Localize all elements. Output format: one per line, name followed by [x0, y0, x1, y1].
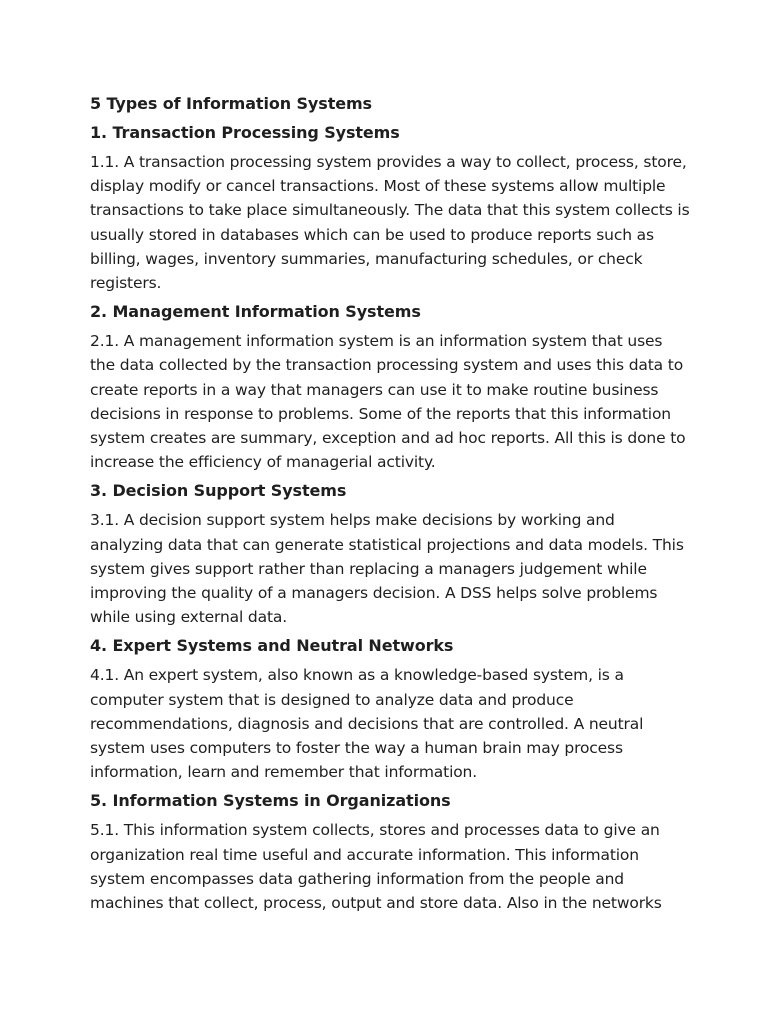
- section-body: 5.1. This information system collects, stores and processes data to give an organization real time useful and accurate information. This information system encompasses data gathering information from the people and machines that collect, process, output and store data. Also in the networks: [90, 821, 662, 913]
- section-body: 2.1. A management information system is an information system that uses the data collected by the transaction processing system and uses this data to create reports in a way that managers can use it to make routine business decisions in response to problems. Some of the reports that this information system creates are summary, exception and ad hoc reports. All this is done to increase the efficiency of managerial activity.: [90, 332, 686, 472]
- section-heading: 2. Management Information Systems: [90, 302, 421, 322]
- section-heading: 3. Decision Support Systems: [90, 481, 347, 501]
- section-heading: 1. Transaction Processing Systems: [90, 123, 400, 142]
- section-body: 1.1. A transaction processing system provides a way to collect, process, store, display modify or cancel transactions. Most of these systems allow multiple transactions to take place simultaneously. The data that this system collects is usually stored in databases which can be used to produce reports such as billing, wages, inventory summaries, manufacturing schedules, or check registers.: [90, 153, 690, 293]
- section-heading: 5. Information Systems in Organizations: [90, 791, 451, 811]
- section-information-systems-organizations: [90, 789, 690, 915]
- document-page: [90, 92, 690, 920]
- section-management-information: [90, 300, 690, 474]
- section-decision-support: [90, 479, 690, 629]
- document-title: 5 Types of Information Systems: [90, 94, 372, 113]
- section-body: 3.1. A decision support system helps make decisions by working and analyzing data that can generate statistical projections and data models. This system gives support rather than replacing a managers judgement while improving the quality of a managers decision. A DSS helps solve problems while using external data.: [90, 511, 684, 627]
- section-body: 4.1. An expert system, also known as a knowledge-based system, is a computer system that is designed to analyze data and produce recommendations, diagnosis and decisions that are controlled. A neutral system uses computers to foster the way a human brain may process information, learn and remember that information.: [90, 666, 644, 782]
- section-expert-systems: [90, 634, 690, 784]
- section-transaction-processing: [90, 121, 690, 295]
- section-heading: 4. Expert Systems and Neutral Networks: [90, 636, 454, 656]
